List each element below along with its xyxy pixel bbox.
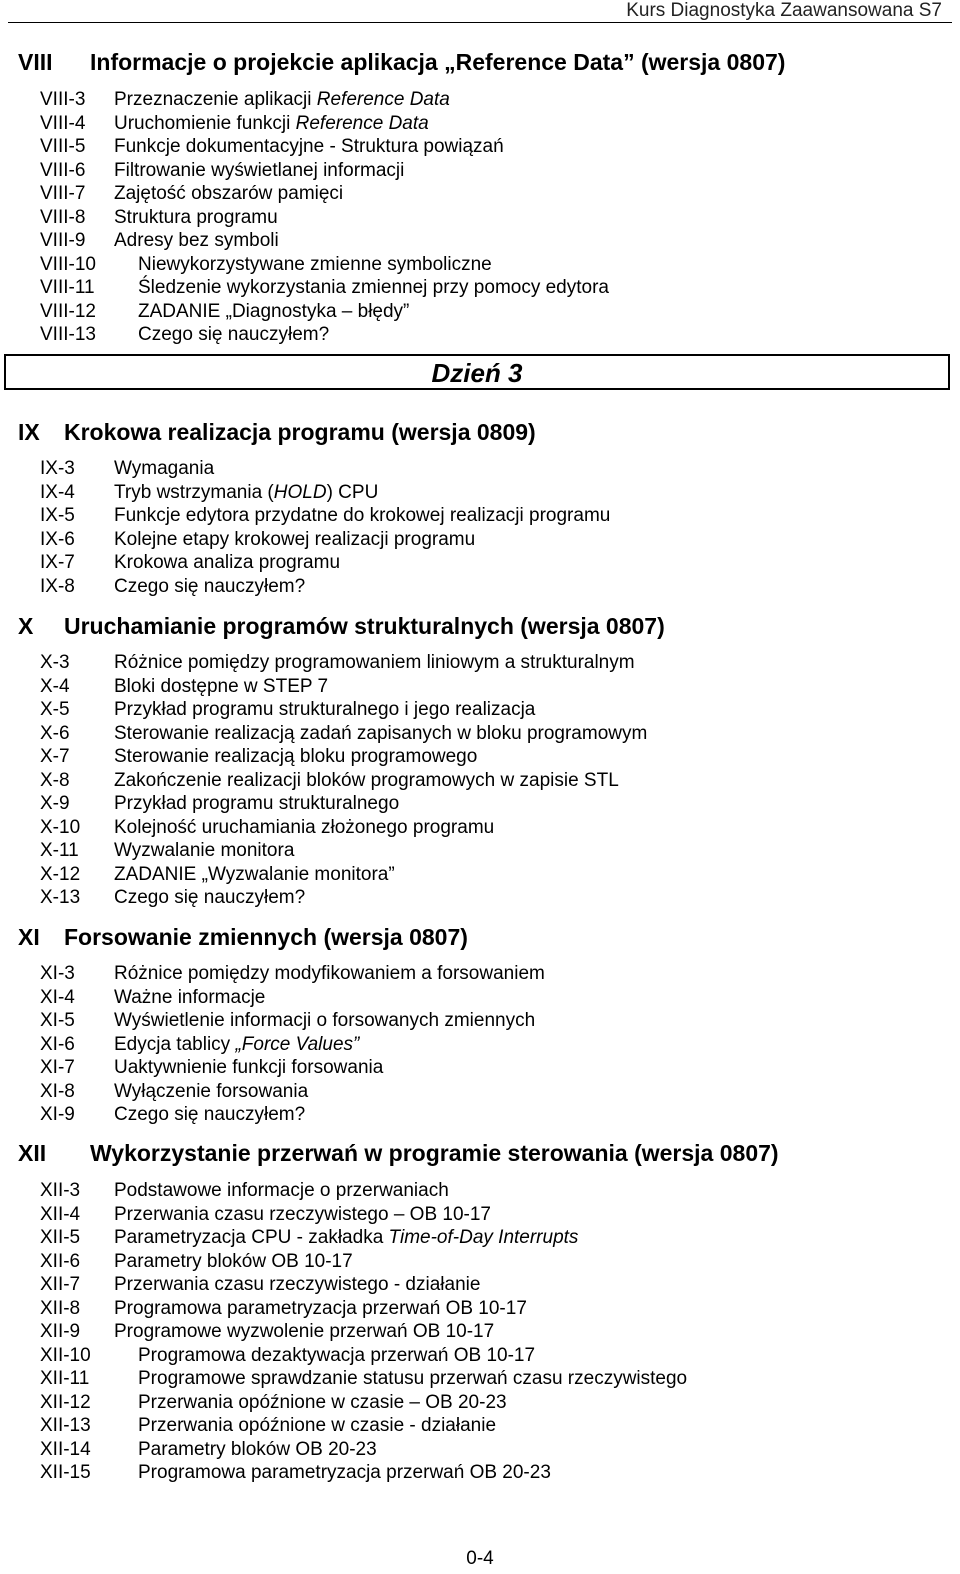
- toc-entry-title-pre: Programowa parametryzacja przerwań OB 10-17: [114, 1297, 527, 1319]
- toc-entry-title-pre: Kolejność uruchamiania złożonego programu: [114, 816, 495, 838]
- toc-entry-title-pre: Sterowanie realizacją zadań zapisanych w bloku programowym: [114, 722, 648, 744]
- toc-entry-title-pre: Funkcje edytora przydatne do krokowej realizacji programu: [114, 505, 611, 526]
- toc-entry-title-pre: Ważne informacje: [114, 986, 266, 1008]
- toc-entry-code: X-13: [40, 887, 81, 908]
- section-number: VIII: [18, 49, 53, 75]
- toc-entry-title: [138, 1391, 507, 1415]
- toc-entry-code: X-11: [40, 840, 79, 861]
- toc-entry-title: [114, 651, 635, 675]
- toc-entry-code: XI-7: [40, 1057, 75, 1078]
- day-banner-label: Dzień 3: [431, 358, 523, 388]
- toc-entry-title-pre: Wyzwalanie monitora: [114, 840, 295, 861]
- toc-entry-title-pre: Parametry bloków OB 10-17: [114, 1250, 353, 1272]
- section-number: X: [18, 613, 34, 639]
- toc-entry-code: XII-8: [40, 1297, 81, 1319]
- toc-entry-title: [114, 182, 343, 206]
- toc-entry-title-pre: Przerwania opóźnione w czasie - działanie: [138, 1415, 497, 1436]
- toc-entry-title: [114, 745, 477, 769]
- toc-entry-title-pre: Wyświetlenie informacji o forsowanych zmiennych: [114, 1010, 536, 1031]
- toc-entry-title: [114, 792, 399, 816]
- toc-entry-code: XII-9: [40, 1321, 81, 1342]
- toc-entry-code: VIII-13: [40, 324, 96, 345]
- toc-entry-code: IX-4: [40, 481, 75, 503]
- header-title: Kurs Diagnostyka Zaawansowana S7: [626, 0, 942, 21]
- toc-entry-code: IX-3: [40, 458, 75, 479]
- toc-entry-title-pre: Przykład programu strukturalnego i jego realizacja: [114, 699, 536, 720]
- toc-entry-title: [114, 88, 450, 112]
- toc-entry-title-pre: Niewykorzystywane zmienne symboliczne: [138, 253, 492, 275]
- toc-entry-title: [114, 839, 294, 863]
- toc-entry-title: [114, 528, 475, 552]
- toc-entry-title-pre: Przykład programu strukturalnego: [114, 793, 400, 814]
- toc-entry-title-pre: Przerwania opóźnione w czasie – OB 20-23: [138, 1391, 507, 1413]
- toc-entry-code: XI-4: [40, 986, 75, 1008]
- toc-entry-code: X-8: [40, 769, 70, 791]
- toc-entry-code: X-3: [40, 652, 70, 673]
- section-title: Forsowanie zmiennych (wersja 0807): [64, 924, 468, 950]
- toc-entry-title-pre: Przeznaczenie aplikacji: [114, 89, 317, 110]
- toc-entry-title-pre: Zajętość obszarów pamięci: [114, 183, 344, 204]
- toc-entry-code: X-4: [40, 675, 70, 697]
- toc-entry-title-pre: Wymagania: [114, 458, 215, 479]
- toc-entry-code: VIII-3: [40, 89, 86, 110]
- toc-entry-title: [114, 504, 610, 528]
- toc-entry-title-em: „Force Values”: [235, 1033, 360, 1055]
- section-number: IX: [18, 419, 40, 445]
- toc-entry-code: XII-11: [40, 1368, 90, 1389]
- toc-entry-title-em: HOLD: [273, 481, 327, 503]
- toc-entry-code: XII-12: [40, 1391, 91, 1413]
- section-title: Informacje o projekcie aplikacja „Reference Data” (wersja 0807): [90, 49, 786, 75]
- toc-entry-title: [114, 816, 494, 840]
- toc-entry-title-pre: Adresy bez symboli: [114, 230, 279, 251]
- toc-entry-code: X-9: [40, 793, 70, 814]
- toc-entry-code: XII-7: [40, 1274, 81, 1295]
- toc-entry-title: [114, 698, 535, 722]
- toc-entry-title: [114, 551, 340, 575]
- toc-entry-title: [114, 1226, 578, 1250]
- toc-entry-title-pre: Parametry bloków OB 20-23: [138, 1438, 377, 1460]
- toc-entry-title-pre: Krokowa analiza programu: [114, 552, 341, 573]
- toc-entry-title: [114, 886, 305, 910]
- toc-entry-title-pre: Struktura programu: [114, 206, 278, 228]
- toc-entry-title-pre: Uaktywnienie funkcji forsowania: [114, 1057, 384, 1078]
- toc-entry-title: [114, 1103, 305, 1127]
- day-banner: [4, 354, 950, 390]
- toc-entry-title: [114, 1273, 480, 1297]
- toc-entry-code: X-6: [40, 722, 70, 744]
- section-number: XI: [18, 924, 40, 950]
- toc-entry-title-pre: Kolejne etapy krokowej realizacji programu: [114, 528, 476, 550]
- toc-entry-title-pre: Programowa dezaktywacja przerwań OB 10-17: [138, 1344, 536, 1366]
- toc-entry-code: X-7: [40, 746, 70, 767]
- toc-entry-title-pre: Uruchomienie funkcji: [114, 112, 296, 134]
- toc-entry-title: [138, 300, 409, 324]
- toc-entry-title: [114, 135, 504, 159]
- page-number: 0-4: [466, 1548, 494, 1569]
- toc-entry-title: [114, 206, 278, 230]
- toc-entry-title-em: Reference Data: [295, 112, 429, 134]
- toc-entry-title-pre: Funkcje dokumentacyjne - Struktura powiązań: [114, 136, 504, 157]
- toc-entry-title-em: Reference Data: [316, 89, 450, 110]
- toc-entry-title: [138, 1367, 687, 1391]
- toc-entry-title-pre: Czego się nauczyłem?: [114, 1104, 306, 1125]
- toc-entry-code: XI-3: [40, 963, 75, 984]
- toc-entry-title: [138, 276, 609, 300]
- toc-entry-title: [138, 1344, 535, 1368]
- section-title: Uruchamianie programów strukturalnych (wersja 0807): [64, 613, 665, 639]
- toc-entry-code: XII-15: [40, 1462, 91, 1483]
- toc-entry-title-pre: Edycja tablicy: [114, 1033, 236, 1055]
- toc-entry-code: VIII-7: [40, 183, 86, 204]
- toc-entry-title: [114, 159, 404, 183]
- header-rule: [8, 22, 952, 23]
- toc-entry-code: XII-14: [40, 1438, 91, 1460]
- toc-entry-title-pre: Filtrowanie wyświetlanej informacji: [114, 159, 405, 181]
- toc-entry-code: IX-6: [40, 528, 75, 550]
- toc-entry-title: [114, 1009, 535, 1033]
- toc-entry-title-pre: Czego się nauczyłem?: [114, 575, 306, 597]
- toc-entry-title-pre: Zakończenie realizacji bloków programowych w zapisie STL: [114, 769, 619, 791]
- toc-entry-title-pre: Czego się nauczyłem?: [138, 324, 330, 345]
- toc-entry-code: VIII-5: [40, 136, 86, 157]
- toc-entry-title-pre: Czego się nauczyłem?: [114, 887, 306, 908]
- toc-entry-title: [114, 1203, 491, 1227]
- toc-entry-code: VIII-9: [40, 230, 86, 251]
- toc-entry-title: [114, 1179, 449, 1203]
- toc-entry-title: [114, 457, 214, 481]
- toc-entry-code: X-5: [40, 699, 70, 720]
- toc-entry-title: [114, 1320, 494, 1344]
- toc-entry-title-pre: Programowa parametryzacja przerwań OB 20-23: [138, 1462, 551, 1483]
- toc-entry-code: XI-6: [40, 1033, 75, 1055]
- toc-entry-code: VIII-8: [40, 206, 86, 228]
- toc-entry-code: VIII-10: [40, 253, 96, 275]
- toc-entry-code: IX-8: [40, 575, 75, 597]
- toc-entry-title-pre: ZADANIE „Diagnostyka – błędy”: [138, 300, 410, 322]
- toc-entry-title: [114, 1033, 359, 1057]
- toc-entry-code: VIII-12: [40, 300, 96, 322]
- toc-entry-code: IX-5: [40, 505, 75, 526]
- toc-entry-code: XII-4: [40, 1203, 81, 1225]
- toc-entry-code: VIII-6: [40, 159, 86, 181]
- toc-entry-title-pre: Sterowanie realizacją bloku programowego: [114, 746, 478, 767]
- toc-entry-code: XII-13: [40, 1415, 91, 1436]
- toc-entry-title-pre: Przerwania czasu rzeczywistego - działanie: [114, 1274, 481, 1295]
- toc-entry-title: [114, 229, 279, 253]
- toc-entry-title: [138, 1461, 551, 1485]
- toc-entry-title: [114, 863, 395, 887]
- toc-entry-title: [114, 1056, 383, 1080]
- toc-entry-title-pre: Bloki dostępne w STEP 7: [114, 675, 329, 697]
- section-title: Krokowa realizacja programu (wersja 0809): [64, 419, 536, 445]
- toc-entry-title: [138, 323, 329, 347]
- toc-entry-title-pre: Różnice pomiędzy programowaniem liniowym a strukturalnym: [114, 652, 635, 673]
- toc-entry-code: XII-6: [40, 1250, 81, 1272]
- toc-entry-title: [114, 675, 328, 699]
- toc-entry-title: [114, 962, 545, 986]
- toc-entry-code: XII-10: [40, 1344, 91, 1366]
- section-title: Wykorzystanie przerwań w programie sterowania (wersja 0807): [90, 1140, 779, 1166]
- toc-entry-title-em: Time-of-Day Interrupts: [388, 1227, 579, 1248]
- toc-entry-title: [114, 1297, 527, 1321]
- toc-entry-code: VIII-11: [40, 277, 95, 298]
- toc-entry-title: [138, 1414, 496, 1438]
- toc-entry-code: XII-3: [40, 1180, 81, 1201]
- toc-entry-title-pre: Różnice pomiędzy modyfikowaniem a forsowaniem: [114, 963, 545, 984]
- toc-entry-code: VIII-4: [40, 112, 86, 134]
- toc-entry-code: X-10: [40, 816, 81, 838]
- toc-entry-title-pre: Podstawowe informacje o przerwaniach: [114, 1180, 449, 1201]
- toc-entry-title: [114, 769, 619, 793]
- toc-entry-code: XI-5: [40, 1010, 75, 1031]
- toc-entry-title: [138, 253, 492, 277]
- toc-entry-title-post: ) CPU: [326, 481, 379, 503]
- toc-entry-title: [114, 722, 647, 746]
- toc-entry-title: [114, 1250, 353, 1274]
- toc-entry-title: [114, 1080, 308, 1104]
- toc-entry-title-pre: Parametryzacja CPU - zakładka: [114, 1227, 389, 1248]
- toc-entry-code: IX-7: [40, 552, 75, 573]
- section-number: XII: [18, 1140, 47, 1166]
- toc-entry-code: X-12: [40, 863, 81, 885]
- toc-entry-title-pre: Wyłączenie forsowania: [114, 1080, 309, 1102]
- toc-entry-title-pre: Programowe sprawdzanie statusu przerwań czasu rzeczywistego: [138, 1368, 688, 1389]
- toc-entry-title-pre: Śledzenie wykorzystania zmiennej przy pomocy edytora: [138, 277, 609, 298]
- toc-entry-title-pre: Przerwania czasu rzeczywistego – OB 10-17: [114, 1203, 491, 1225]
- toc-entry-title: [138, 1438, 377, 1462]
- toc-entry-title: [114, 575, 305, 599]
- toc-entry-code: XI-8: [40, 1080, 75, 1102]
- toc-entry-title: [114, 986, 265, 1010]
- toc-entry-title-pre: Tryb wstrzymania (: [114, 481, 274, 503]
- toc-entry-title: [114, 112, 429, 136]
- toc-entry-code: XII-5: [40, 1227, 81, 1248]
- toc-entry-title-pre: Programowe wyzwolenie przerwań OB 10-17: [114, 1321, 495, 1342]
- toc-entry-code: XI-9: [40, 1104, 75, 1125]
- toc-entry-title: [114, 481, 378, 505]
- toc-entry-title-pre: ZADANIE „Wyzwalanie monitora”: [114, 863, 395, 885]
